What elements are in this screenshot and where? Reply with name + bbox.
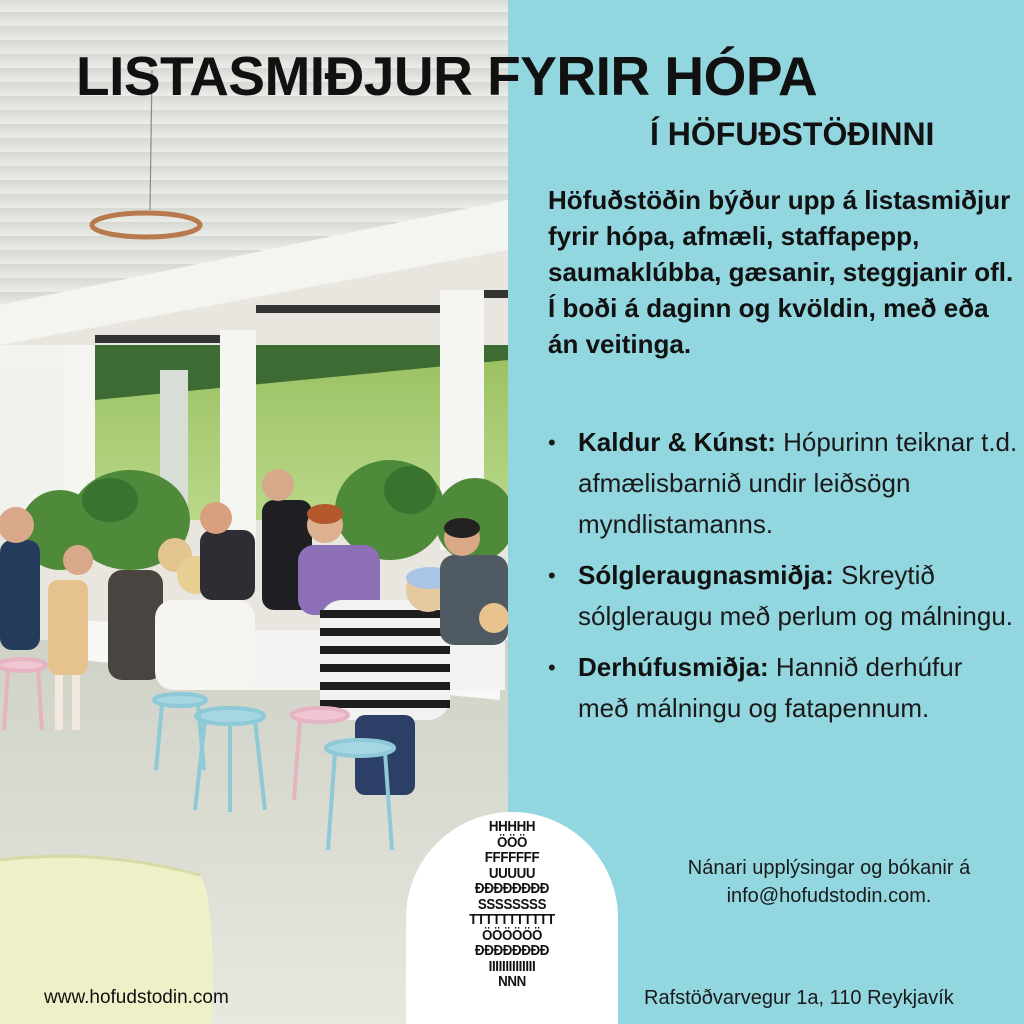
logo-line: FFFFFFF	[484, 850, 540, 866]
logo-line: ÐÐÐÐÐÐÐÐ	[474, 881, 550, 897]
logo-line: ÖÖÖÖÖÖ	[481, 927, 543, 944]
workshop-name: Sólgleraugnasmiðja:	[578, 560, 841, 590]
logo-line: TTTTTTTTTTT	[469, 912, 555, 928]
address-text: Rafstöðvarvegur 1a, 110 Reykjavík	[644, 987, 954, 1009]
hofudstodin-logo	[406, 812, 618, 1024]
logo-line: ÐÐÐÐÐÐÐÐ	[474, 943, 550, 959]
workshop-name: Kaldur & Kúnst:	[578, 427, 784, 457]
intro-text: Höfuðstöðin býður upp á listasmiðjur fyrir hópa, afmæli, staffapepp, saumaklúbba, gæsanir, steggjanir ofl. Í boði á daginn og kvöldin, með eða án veitinga.	[548, 185, 1014, 359]
workshop-list	[548, 422, 1018, 739]
workshop-name: Derhúfusmiðja:	[578, 652, 776, 682]
workshop-description: Skreytið sólgleraugu með perlum og málningu.	[578, 560, 1014, 631]
logo-line: NNN	[498, 974, 526, 990]
logo-line: UUUUU	[488, 865, 536, 882]
logo-line: ÖÖÖ	[496, 834, 528, 851]
workshop-item-kaldur-kunst	[548, 422, 1018, 545]
page-title: LISTASMIÐJUR FYRIR HÓPA	[76, 45, 818, 107]
website-link[interactable]: www.hofudstodin.com	[44, 987, 229, 1008]
logo-line: HHHHH	[488, 819, 536, 835]
logo-line: SSSSSSSS	[477, 896, 547, 913]
bullet-icon: •	[548, 655, 556, 680]
workshop-item-solgleraugnasmidja	[548, 555, 1018, 637]
workshop-description: Hannið derhúfur með málningu og fatapennum.	[578, 652, 963, 723]
workshop-description: Hópurinn teiknar t.d. afmælisbarnið undir leiðsögn myndlistamanns.	[578, 427, 1018, 539]
bullet-icon: •	[548, 563, 556, 588]
logo-lettering	[406, 820, 618, 991]
page-subtitle: Í HÖFUÐSTÖÐINNI	[650, 116, 935, 152]
bullet-icon: •	[548, 430, 556, 455]
logo-line: IIIIIIIIIIIIII	[488, 958, 536, 975]
contact-text: Nánari upplýsingar og bókanir á	[687, 857, 971, 879]
contact-email-link[interactable]: info@hofudstodin.com.	[726, 885, 932, 907]
workshop-item-derhufusmidja	[548, 647, 1018, 729]
contact-info	[634, 854, 1024, 910]
